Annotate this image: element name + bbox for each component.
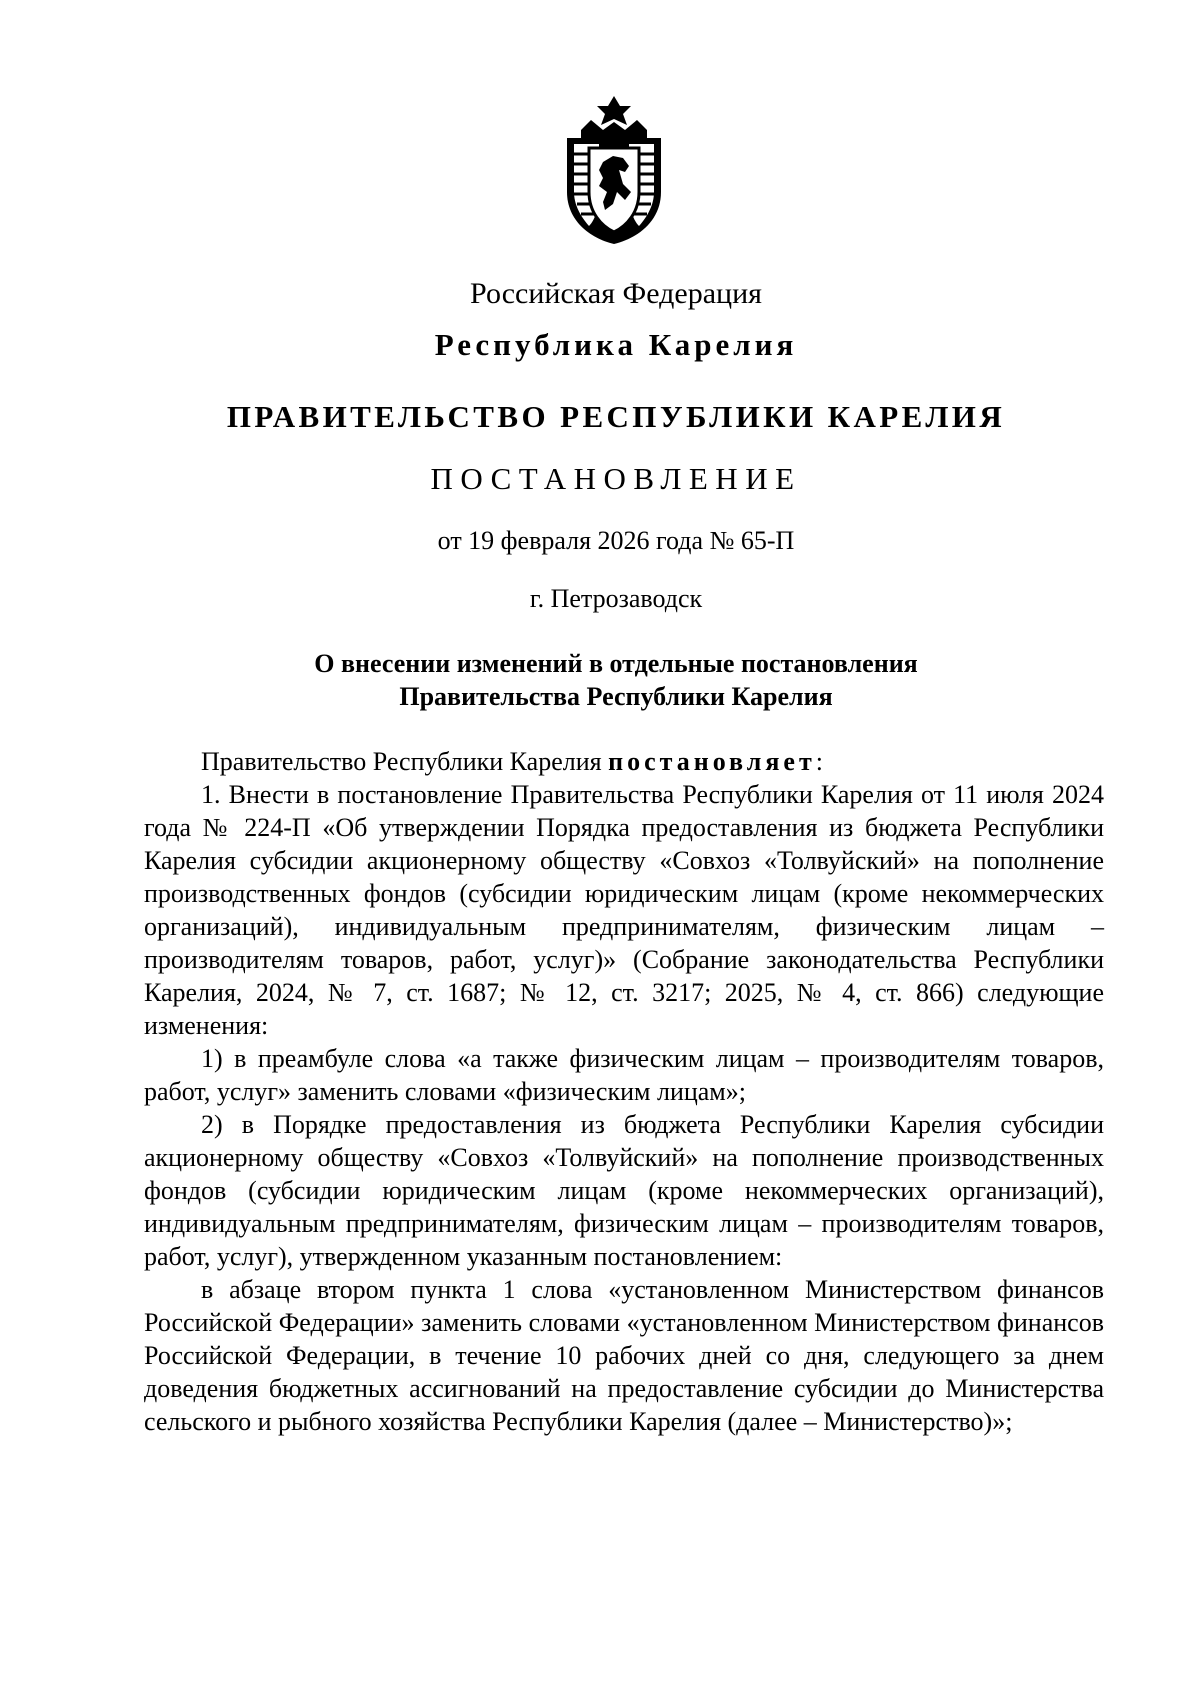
karelia-coat-of-arms-emblem: [559, 92, 669, 247]
subject-line-1: О внесении изменений в отдельные постановления: [314, 649, 918, 678]
paragraph-3: 2) в Порядке предоставления из бюджета Республики Карелия субсидии акционерному обществу «Совхоз «Толвуйский» на пополнение производственных фондов (субсидии юридическим лицам (кроме некоммерческих организаций), индивидуальным предпринимателям, физическим лицам – производителям товаров, работ, услуг), утвержденном указанным постановлением:: [144, 1110, 1104, 1271]
intro-paragraph: [144, 745, 1104, 778]
paragraph-1: 1. Внести в постановление Правительства Республики Карелия от 11 июля 2024 года № 224-П «Об утверждении Порядка предоставления из бюджета Республики Карелия субсидии акционерному обществу «Совхоз «Толвуйский» на пополнение производственных фондов (субсидии юридическим лицам (кроме некоммерческих организаций), индивидуальным предпринимателям, физическим лицам – производителям товаров, работ, услуг)» (Собрание законодательства Республики Карелия, 2024, № 7, ст. 1687; № 12, ст. 3217; 2025, № 4, ст. 866) следующие изменения:: [144, 780, 1104, 1040]
crown-icon: [581, 120, 647, 138]
paragraph-4: в абзаце втором пункта 1 слова «установленном Министерством финансов Российской Федерации» заменить словами «установленном Министерством финансов Российской Федерации, в течение 10 рабочих дней со дня, следующего за днем доведения бюджетных ассигнований на предоставление субсидии до Министерства сельского и рыбного хозяйства Республики Карелия (далее – Министерство)»;: [144, 1275, 1104, 1436]
government-name: ПРАВИТЕЛЬСТВО РЕСПУБЛИКИ КАРЕЛИЯ: [226, 399, 1006, 434]
document-type: ПОСТАНОВЛЕНИЕ: [430, 461, 802, 496]
intro-prefix: Правительство Республики Карелия: [201, 747, 609, 776]
document-subject: [0, 647, 1200, 713]
star-icon: [597, 96, 631, 125]
intro-verb: постановляет: [608, 747, 816, 776]
country-name: Российская Федерация: [470, 277, 762, 310]
intro-suffix: :: [815, 747, 823, 776]
document-date-number: от 19 февраля 2026 года № 65-П: [437, 526, 795, 555]
coat-of-arms-icon: [559, 92, 669, 247]
document-city: г. Петрозаводск: [529, 584, 703, 613]
subject-line-2: Правительства Республики Карелия: [399, 682, 833, 711]
republic-name: Республика Карелия: [434, 327, 798, 362]
paragraph-2: 1) в преамбуле слова «а также физическим лицам – производителям товаров, работ, услуг» заменить словами «физическим лицам»;: [144, 1044, 1104, 1106]
document-body: [144, 745, 1104, 1438]
